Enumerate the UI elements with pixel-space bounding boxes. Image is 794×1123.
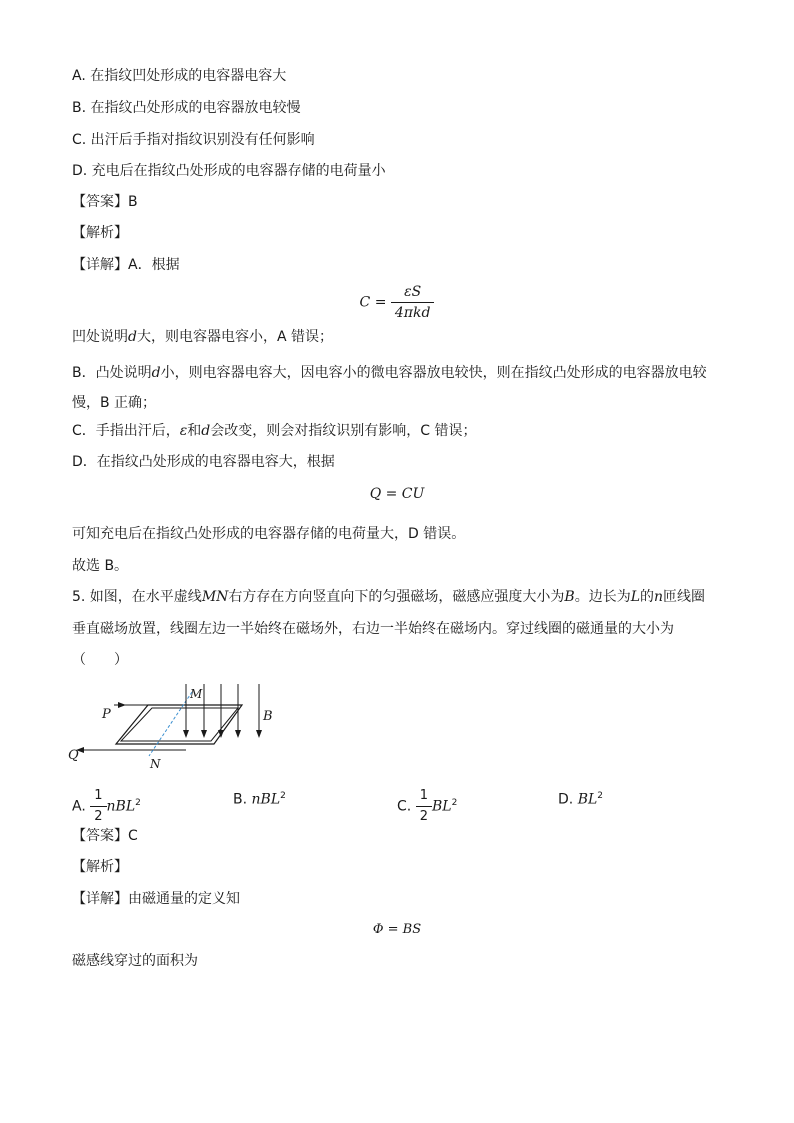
q5-option-b-letter: B. (233, 791, 248, 808)
formula-c-numerator: εS (391, 282, 435, 303)
var-l: L (630, 589, 640, 605)
q5-option-a (72, 786, 141, 827)
q4-conclusion: 可知充电后在指纹凸处形成的电容器存储的电荷量大，D 错误。 (72, 526, 466, 542)
field-arrow-icon (201, 730, 207, 738)
q5-stem-pre: 5. 如图，在水平虚线 (72, 589, 202, 605)
q5-option-a-fraction (90, 786, 106, 827)
fraction-denominator: 2 (94, 809, 103, 824)
q5-stem-line-1 (72, 587, 705, 607)
formula-capacitance (0, 282, 794, 323)
q4-reason-b-post: 小，则电容器电容大，因电容小的微电容器放电较快，则在指纹凸处形成的电容器放电较慢，B 正确； (72, 365, 707, 411)
formula-c-lhs: C = (359, 294, 387, 311)
label-m: M (190, 687, 203, 701)
q4-choose: 故选 B。 (72, 558, 129, 574)
q4-detail-a: 【详解】A．根据 (72, 257, 180, 273)
fraction-numerator: 1 (90, 786, 106, 807)
q4-reason-b-pre: B．凸处说明 (72, 365, 152, 381)
q5-option-a-expr: nBL (106, 798, 136, 815)
q5-option-b-expr: nBL (251, 791, 281, 808)
field-arrow-icon (183, 730, 189, 738)
q5-option-c-expr: BL (431, 798, 452, 815)
q5-stem-post: 匝线圈 (663, 589, 706, 605)
var-d: d (201, 423, 211, 439)
q4-answer: 【答案】B (72, 194, 138, 210)
label-p: P (102, 707, 111, 722)
exponent: 2 (451, 797, 458, 808)
q4-option-b: B. 在指纹凸处形成的电容器放电较慢 (72, 100, 301, 116)
q4-reason-a-pre: 凹处说明 (72, 329, 128, 345)
fraction-numerator: 1 (416, 786, 432, 807)
label-b: B (263, 709, 273, 724)
q4-reason-c-mid: 和 (187, 423, 202, 439)
fraction-denominator: 2 (419, 809, 428, 824)
q4-reason-a-post: 大，则电容器电容小，A 错误； (136, 329, 333, 345)
q5-detail: 【详解】由磁通量的定义知 (72, 891, 240, 907)
formula-c-denominator: 4πkd (394, 305, 431, 321)
label-n: N (150, 757, 161, 771)
q5-option-c-letter: C. (397, 798, 412, 815)
q5-option-b (233, 791, 286, 808)
label-q: Q (68, 748, 79, 763)
q4-option-c: C. 出汗后手指对指纹识别没有任何影响 (72, 132, 315, 148)
var-mn: MN (201, 589, 229, 605)
q5-answer: 【答案】C (72, 828, 138, 844)
q4-reason-c-post: 会改变，则会对指纹识别有影响，C 错误； (210, 423, 477, 439)
q5-option-c (397, 786, 457, 827)
q5-option-d-expr: BL (577, 791, 598, 808)
field-arrow-icon (256, 730, 262, 738)
q4-reason-c-pre: C．手指出汗后， (72, 423, 180, 439)
var-d: d (128, 329, 137, 345)
q5-stem-mid: 右方存在方向竖直向下的匀强磁场，磁感应强度大小为 (228, 589, 565, 605)
field-arrow-icon (235, 730, 241, 738)
var-b: B (564, 589, 575, 605)
q5-option-a-letter: A. (72, 798, 86, 815)
q4-reason-d: D．在指纹凸处形成的电容器电容大，根据 (72, 454, 335, 470)
formula-c-fraction (391, 282, 435, 323)
var-n: n (654, 589, 664, 605)
exponent: 2 (597, 791, 604, 801)
exponent: 2 (280, 791, 286, 801)
q4-analysis-label: 【解析】 (72, 225, 128, 241)
q5-option-d (558, 791, 603, 808)
q4-reason-c (72, 421, 477, 441)
q4-reason-b (72, 358, 732, 418)
formula-charge: Q = CU (369, 486, 425, 502)
var-epsilon: ε (179, 423, 188, 439)
coil-figure (66, 680, 286, 776)
q4-option-a: A. 在指纹凹处形成的电容器电容大 (72, 68, 287, 84)
q5-stem-mid3: 的 (640, 589, 654, 605)
q5-stem-mid2: 。边长为 (574, 589, 631, 605)
q5-analysis-label: 【解析】 (72, 859, 128, 875)
q5-stem-line-2: 垂直磁场放置，线圈左边一半始终在磁场外，右边一半始终在磁场内。穿过线圈的磁通量的大小为 (72, 621, 674, 637)
exponent: 2 (135, 797, 141, 808)
p-arrow-icon (118, 702, 126, 708)
q5-blank: （ ） (72, 652, 128, 668)
q4-reason-a (72, 327, 333, 347)
q5-area-line: 磁感线穿过的面积为 (72, 953, 198, 969)
q4-option-d: D. 充电后在指纹凸处形成的电容器存储的电荷量小 (72, 163, 386, 179)
formula-flux: Φ = BS (372, 922, 422, 937)
q5-option-c-fraction (416, 786, 432, 827)
var-d: d (151, 365, 161, 381)
q5-option-d-letter: D. (558, 791, 574, 808)
